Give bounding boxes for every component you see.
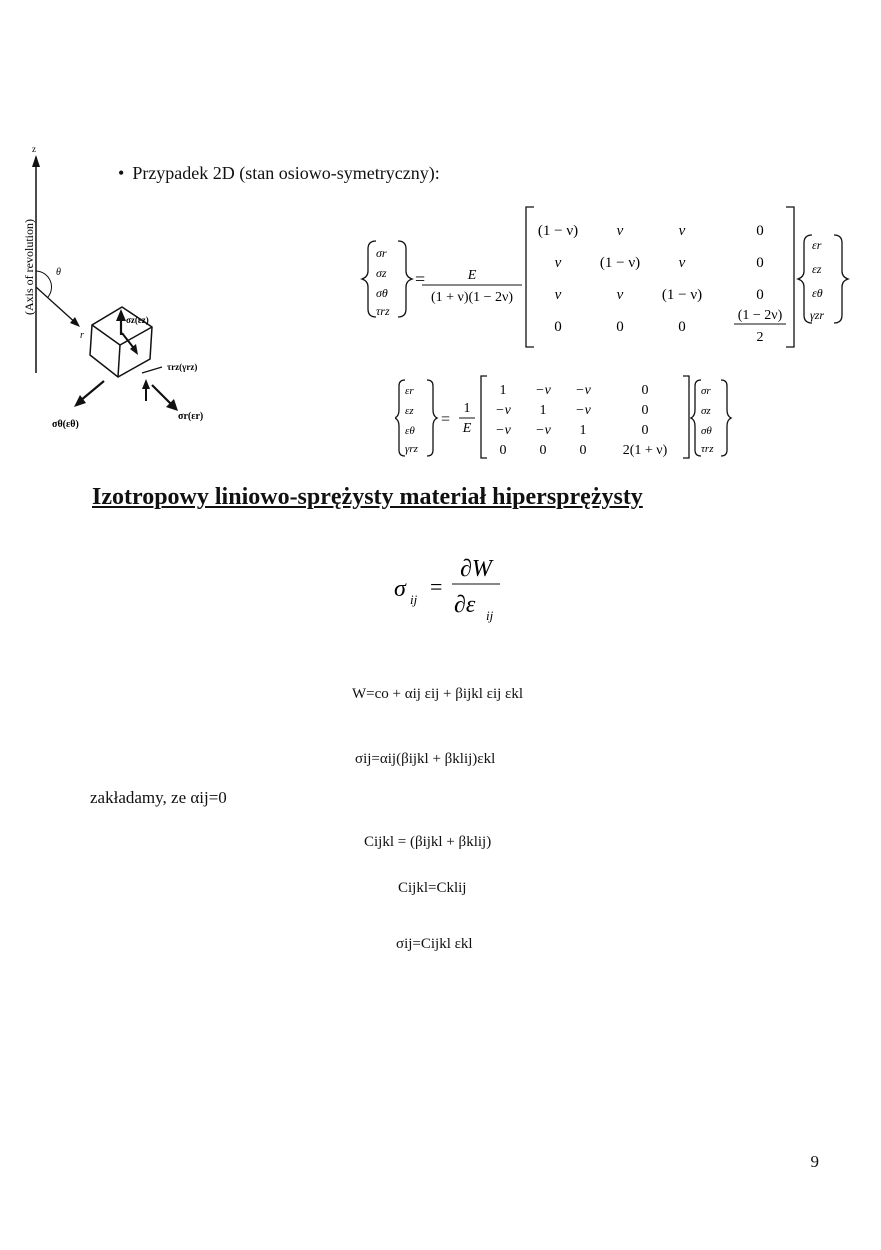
rhs-eps-z: εz <box>812 262 822 276</box>
lhs-sigma-z: σz <box>376 266 387 280</box>
m1-r4c2: 0 <box>616 319 624 335</box>
sigma-theta-label: σθ(εθ) <box>52 419 79 430</box>
stiffness-symmetry: Cijkl=Cklij <box>398 880 467 896</box>
axis-arrowhead <box>32 155 40 167</box>
m1-r3c2: ν <box>616 287 624 303</box>
lhs-brace-left <box>362 241 376 317</box>
deriv-sigma-sub: ij <box>410 592 418 607</box>
m1-r3c1: ν <box>554 287 562 303</box>
r-line <box>36 287 78 325</box>
lhs-brace-right <box>398 241 412 317</box>
coef2-denominator: E <box>462 421 472 436</box>
lhs2-brace-right <box>427 380 437 456</box>
rhs-brace-right <box>834 235 848 323</box>
sigma-theta-arrow <box>80 381 104 401</box>
theta-arc <box>36 271 52 297</box>
axisymmetric-diagram <box>20 145 250 435</box>
coef-denominator: (1 + ν)(1 − 2ν) <box>430 290 514 305</box>
m2-r3c2: −ν <box>535 423 551 438</box>
matrix-bracket-right <box>786 207 794 347</box>
m1-frac-num: (1 − 2ν) <box>737 308 783 323</box>
deriv-denominator-sub: ij <box>486 608 494 623</box>
sigma-r-arrow <box>152 385 172 405</box>
lhs2-eps-z: εz <box>405 405 414 417</box>
matrix2-bracket-left <box>481 376 487 458</box>
m2-r3c3: 1 <box>579 423 587 438</box>
m1-r1c3: ν <box>678 223 686 239</box>
equals-sign-2: = <box>441 411 451 428</box>
stiffness-definition: Cijkl = (βijkl + βklij) <box>364 834 492 850</box>
m1-r1c1: (1 − ν) <box>537 223 579 239</box>
rhs-eps-r: εr <box>812 238 822 252</box>
page-number: 9 <box>810 1152 819 1171</box>
m1-r2c1: ν <box>554 255 562 271</box>
axis-top-label: z <box>32 145 36 154</box>
energy-equation: W=co + αij εij + βijkl εij εkl <box>352 686 524 702</box>
axis-label: (Axis of revolution) <box>22 219 36 315</box>
rhs2-sigma-r: σr <box>701 385 711 397</box>
matrix-bracket-left <box>526 207 534 347</box>
m2-r4c4: 2(1 + ν) <box>622 443 668 458</box>
section-heading: Izotropowy liniowo-sprężysty materiał hipersprężysty <box>92 484 643 510</box>
rhs-eps-theta: εθ <box>812 286 823 300</box>
lhs-tau-rz: τrz <box>376 304 390 318</box>
m1-r3c4: 0 <box>756 287 764 303</box>
sigma-r-label: σr(εr) <box>178 411 204 422</box>
rhs2-brace-right <box>721 380 731 456</box>
coef2-numerator: 1 <box>463 401 471 416</box>
bullet-text: Przypadek 2D (stan osiowo-symetryczny): <box>132 163 440 183</box>
m2-r1c3: −ν <box>575 383 591 398</box>
deriv-equals: = <box>430 574 443 599</box>
m2-r3c1: −ν <box>495 423 511 438</box>
compliance-matrix-equation <box>395 372 735 462</box>
m2-r1c1: 1 <box>499 383 507 398</box>
lhs2-eps-theta: εθ <box>405 425 415 437</box>
m2-r1c2: −ν <box>535 383 551 398</box>
m2-r2c2: 1 <box>539 403 547 418</box>
stiffness-matrix-equation <box>360 205 850 355</box>
stress-derivative-equation <box>390 550 530 630</box>
m2-r3c4: 0 <box>641 423 649 438</box>
theta-label: θ <box>56 267 61 278</box>
shear-arrowhead-2 <box>142 379 150 389</box>
rhs2-sigma-z: σz <box>701 405 711 417</box>
coef-numerator: E <box>467 268 477 283</box>
m1-r3c3: (1 − ν) <box>661 287 703 303</box>
tau-leader <box>142 367 162 373</box>
stress-equation: σij=αij(βijkl + βklij)εkl <box>355 751 496 767</box>
m1-r4c3: 0 <box>678 319 686 335</box>
m2-r4c2: 0 <box>539 443 547 458</box>
assumption-text: zakładamy, ze αij=0 <box>90 788 227 807</box>
m1-r1c4: 0 <box>756 223 764 239</box>
sigma-z-label: σz(εz) <box>126 315 149 325</box>
lhs2-gamma-rz: γrz <box>405 443 418 455</box>
deriv-numerator: ∂W <box>460 556 492 582</box>
m1-r2c4: 0 <box>756 255 764 271</box>
m2-r2c4: 0 <box>641 403 649 418</box>
m2-r4c1: 0 <box>499 443 507 458</box>
m2-r2c3: −ν <box>575 403 591 418</box>
lhs2-eps-r: εr <box>405 385 414 397</box>
m2-r4c3: 0 <box>579 443 587 458</box>
m1-frac-den: 2 <box>756 330 764 345</box>
deriv-sigma: σ <box>394 576 406 602</box>
lhs2-brace-left <box>395 380 405 456</box>
deriv-denominator: ∂ε <box>454 592 476 618</box>
rhs2-brace-left <box>691 380 701 456</box>
m1-r4c1: 0 <box>554 319 562 335</box>
m1-r2c2: (1 − ν) <box>599 255 641 271</box>
m1-r1c2: ν <box>616 223 624 239</box>
tau-label: τrz(γrz) <box>167 362 198 372</box>
matrix2-bracket-right <box>683 376 689 458</box>
rhs-gamma-zr: γzr <box>810 308 825 322</box>
lhs-sigma-theta: σθ <box>376 286 388 300</box>
equals-sign: = <box>415 269 426 289</box>
constitutive-equation: σij=Cijkl εkl <box>396 936 473 952</box>
rhs2-tau-rz: τrz <box>701 443 714 455</box>
r-label: r <box>80 330 84 341</box>
m1-r2c3: ν <box>678 255 686 271</box>
m2-r2c1: −ν <box>495 403 511 418</box>
rhs2-sigma-theta: σθ <box>701 425 712 437</box>
m2-r1c4: 0 <box>641 383 649 398</box>
lhs-sigma-r: σr <box>376 246 387 260</box>
bullet-dot: • <box>118 163 125 183</box>
